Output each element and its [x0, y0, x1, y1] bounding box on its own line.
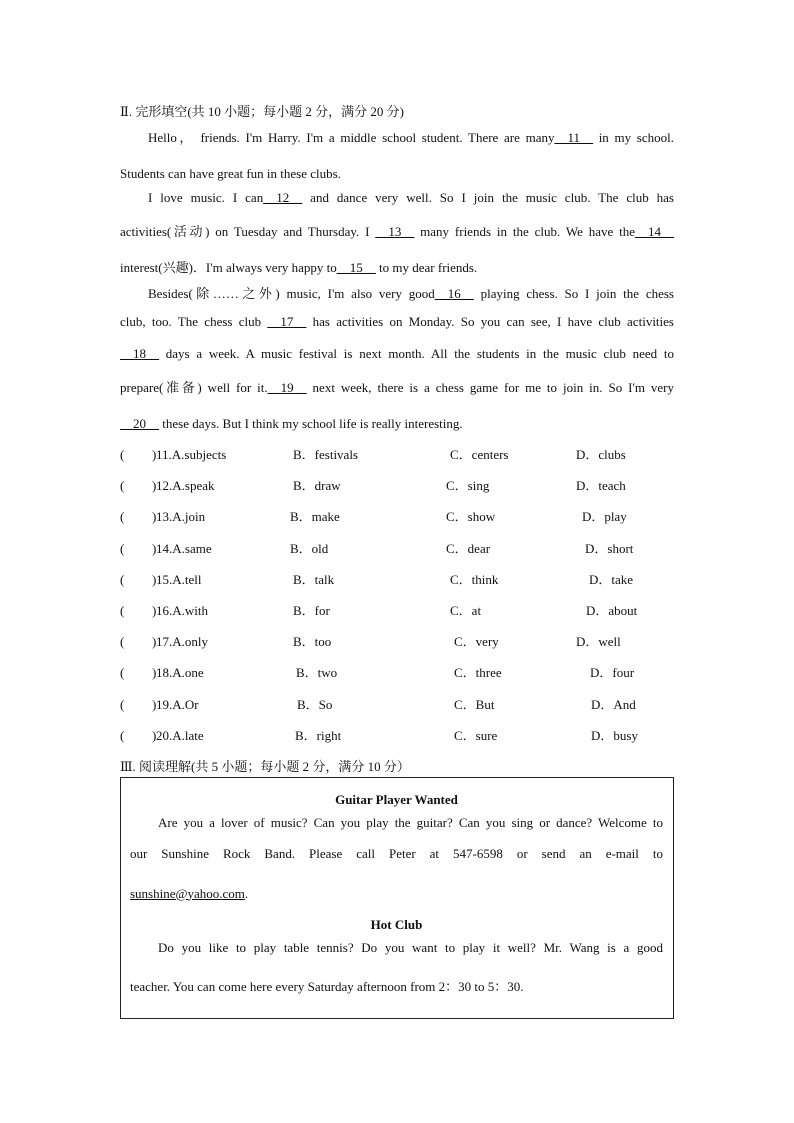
answer-paren-open[interactable]: (	[120, 509, 125, 525]
option-d: D．well	[576, 634, 621, 650]
passage-text: prepare(准备) well for it.	[120, 379, 268, 395]
option-d: D．about	[586, 603, 638, 618]
option-b: B．too	[293, 634, 332, 650]
option-d: D．And	[591, 696, 636, 712]
option-a: 17.A.only	[156, 634, 208, 650]
passage-line	[120, 158, 674, 189]
answer-paren-close[interactable]: )	[152, 727, 157, 743]
option-b: B．festivals	[293, 447, 358, 463]
passage-line	[120, 346, 674, 377]
passage-line	[120, 283, 674, 314]
answer-paren-open[interactable]: (	[120, 478, 125, 494]
answer-paren-open[interactable]: (	[120, 540, 125, 556]
option-row	[120, 439, 674, 470]
answer-paren-open[interactable]: (	[120, 727, 125, 743]
option-d: D．short	[585, 540, 634, 556]
ad-2-text: teacher. You can come here every Saturday afternoon from 2：30 to 5：30.	[130, 979, 524, 995]
passage-text: I love music. I can	[148, 189, 264, 205]
passage-text: to my dear friends.	[375, 259, 478, 275]
passage-text: days a week. A music festival is next month. All the students in the music club need to	[159, 345, 674, 361]
option-b: B．right	[295, 727, 342, 743]
ad-1-text: our Sunshine Rock Band. Please call Peter at 547-6598 or send an e-mail to	[130, 846, 663, 862]
passage-text: activities(活动) on Tuesday and Thursday. I	[120, 223, 376, 239]
answer-paren-close[interactable]: )	[152, 571, 157, 587]
option-d: D．play	[582, 509, 627, 525]
cloze-section	[120, 96, 674, 782]
option-row	[120, 689, 674, 720]
answer-paren-close[interactable]: )	[152, 478, 157, 494]
options-list	[120, 439, 674, 751]
blank-16: __16__	[434, 286, 474, 302]
passage-text: Besides(除……之外) music, I'm also very good	[148, 286, 435, 302]
blank-17: __17__	[267, 314, 307, 330]
option-b: B．draw	[293, 478, 341, 494]
reading-ads-box	[120, 777, 674, 1019]
blank-13: __13__	[375, 223, 415, 239]
passage-text: next week, there is a chess game for me to join in. So I'm very	[306, 379, 674, 395]
answer-paren-open[interactable]: (	[120, 447, 125, 463]
passage-text: Hello， friends. I'm Harry. I'm a middle school student. There are many	[148, 130, 555, 146]
option-row	[120, 564, 674, 595]
option-d: D．busy	[591, 727, 638, 743]
option-b: B．for	[293, 603, 330, 618]
passage-line	[120, 221, 674, 252]
option-a: 11.A.subjects	[156, 447, 227, 463]
option-row	[120, 501, 674, 532]
passage-line	[120, 252, 674, 283]
blank-18: __18__	[120, 345, 159, 361]
option-c: C．show	[446, 509, 496, 525]
passage-line	[120, 408, 674, 439]
option-a: 16.A.with	[156, 603, 208, 618]
option-c: C．sing	[446, 478, 490, 494]
passage-line	[120, 377, 674, 408]
blank-14: __14__	[635, 223, 674, 239]
passage-line	[120, 127, 674, 158]
answer-paren-close[interactable]: )	[152, 696, 157, 712]
answer-paren-close[interactable]: )	[152, 603, 157, 618]
option-c: C．at	[450, 603, 482, 618]
answer-paren-open[interactable]: (	[120, 696, 125, 712]
option-a: 19.A.Or	[156, 696, 199, 712]
option-d: D．teach	[576, 478, 626, 494]
option-a: 20.A.late	[156, 727, 204, 743]
option-a: 18.A.one	[156, 665, 204, 681]
passage-text: playing chess. So I join the chess	[473, 286, 674, 302]
answer-paren-open[interactable]: (	[120, 571, 125, 587]
option-c: C．dear	[446, 540, 491, 556]
option-b: B．So	[297, 696, 333, 712]
passage-text: interest(兴趣)．I'm always very happy to	[120, 259, 337, 275]
option-row	[120, 657, 674, 688]
option-row	[120, 720, 674, 751]
passage-line	[120, 190, 674, 221]
option-c: C．sure	[454, 727, 498, 743]
ad-2-title: Hot Club	[370, 916, 423, 932]
blank-11: __11__	[554, 130, 593, 146]
passage-text: many friends in the club. We have the	[414, 223, 635, 239]
option-a: 13.A.join	[156, 509, 206, 525]
option-c: C．But	[454, 696, 495, 712]
answer-paren-close[interactable]: )	[152, 634, 157, 650]
answer-paren-open[interactable]: (	[120, 665, 125, 681]
option-a: 15.A.tell	[156, 571, 202, 587]
option-a: 14.A.same	[156, 540, 212, 556]
passage-text: in my school.	[593, 130, 674, 146]
passage-text: Students can have great fun in these clubs.	[120, 166, 341, 182]
blank-19: __19__	[267, 379, 307, 395]
ad-2-text: Do you like to play table tennis? Do you want to play it well? Mr. Wang is a good	[158, 939, 663, 955]
option-row	[120, 470, 674, 501]
email-link[interactable]: sunshine@yahoo.com	[130, 885, 245, 901]
option-row	[120, 595, 674, 626]
answer-paren-open[interactable]: (	[120, 634, 125, 650]
ad-1-period: .	[244, 885, 249, 901]
option-d: D．take	[589, 571, 634, 587]
option-c: C．very	[454, 634, 499, 650]
answer-paren-close[interactable]: )	[152, 665, 157, 681]
answer-paren-close[interactable]: )	[152, 447, 157, 463]
section-3-heading: Ⅲ. 阅读理解(共 5 小题；每小题 2 分，满分 10 分）	[120, 758, 410, 774]
option-b: B．talk	[293, 571, 335, 587]
passage-text: has activities on Monday. So you can see, I have club activities	[306, 314, 674, 330]
option-c: C．three	[454, 665, 502, 681]
passage-text: and dance very well. So I join the music club. The club has	[302, 189, 674, 205]
ad-1-text: Are you a lover of music? Can you play the guitar? Can you sing or dance? Welcome to	[158, 815, 663, 831]
blank-15: __15__	[336, 259, 376, 275]
answer-paren-close[interactable]: )	[152, 540, 157, 556]
ad-1-title: Guitar Player Wanted	[335, 792, 458, 807]
option-row	[120, 533, 674, 564]
option-a: 12.A.speak	[156, 478, 215, 494]
passage-line	[120, 314, 674, 345]
answer-paren-close[interactable]: )	[152, 509, 157, 525]
option-c: C．centers	[450, 447, 509, 463]
passage-text: club, too. The chess club	[120, 314, 268, 330]
option-d: D．four	[590, 665, 635, 681]
answer-paren-open[interactable]: (	[120, 603, 125, 618]
passage-text: these days. But I think my school life is really interesting.	[159, 415, 463, 431]
section-2-heading: Ⅱ. 完形填空(共 10 小题；每小题 2 分，满分 20 分)	[120, 104, 404, 119]
blank-12: __12__	[263, 189, 303, 205]
blank-20: __20__	[120, 415, 159, 431]
option-b: B．two	[296, 665, 338, 681]
option-d: D．clubs	[576, 447, 626, 463]
option-c: C．think	[450, 571, 499, 587]
option-b: B．old	[290, 540, 329, 556]
ad-1-email-line	[130, 878, 663, 909]
option-row	[120, 626, 674, 657]
option-b: B．make	[290, 509, 340, 525]
